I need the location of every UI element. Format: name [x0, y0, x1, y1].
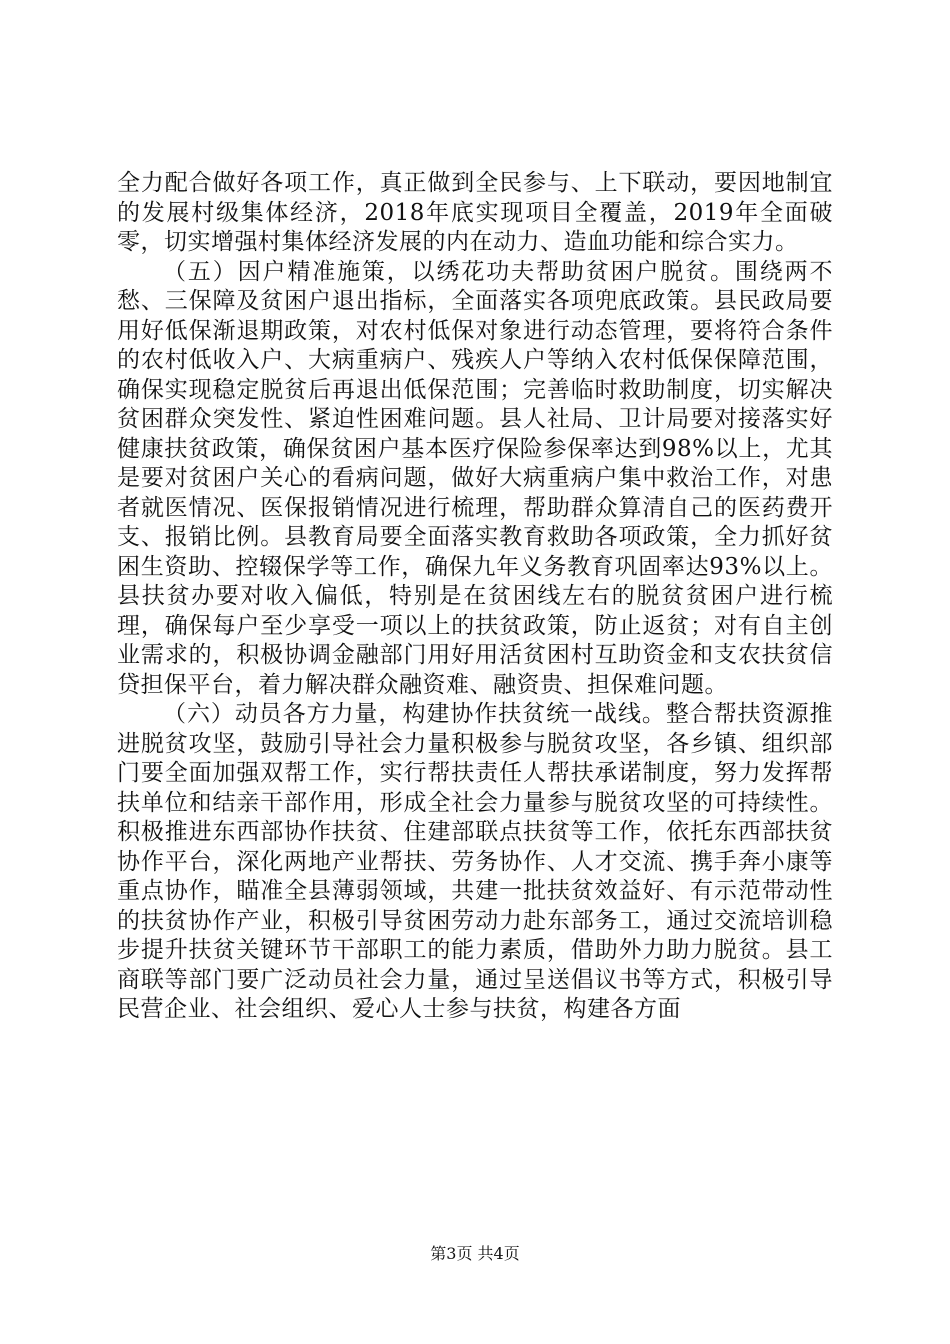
paragraph-continuation: 全力配合做好各项工作，真正做到全民参与、上下联动，要因地制宜的发展村级集体经济，2018年底实现项目全覆盖，2019年全面破零，切实增强村集体经济发展的内在动力、造血功能和综合实力。 — [117, 170, 833, 255]
document-body — [117, 169, 833, 1025]
paragraph-section-five: （五）因户精准施策，以绣花功夫帮助贫困户脱贫。围绕两不愁、三保障及贫困户退出指标，全面落实各项兜底政策。县民政局要用好低保渐退期政策，对农村低保对象进行动态管理，要将符合条件的农村低收入户、大病重病户、残疾人户等纳入农村低保保障范围，确保实现稳定脱贫后再退出低保范围；完善临时救助制度，切实解决贫困群众突发性、紧迫性困难问题。县人社局、卫计局要对接落实好健康扶贫政策，确保贫困户基本医疗保险参保率达到98%以上，尤其是要对贫困户关心的看病问题，做好大病重病户集中救治工作，对患者就医情况、医保报销情况进行梳理，帮助群众算清自己的医药费开支、报销比例。县教育局要全面落实教育救助各项政策，全力抓好贫困生资助、控辍保学等工作，确保九年义务教育巩固率达93%以上。县扶贫办要对收入偏低，特别是在贫困线左右的脱贫贫困户进行梳理，确保每户至少享受一项以上的扶贫政策，防止返贫；对有自主创业需求的，积极协调金融部门用好用活贫困村互助资金和支农扶贫信贷担保平台，着力解决群众融资难、融资贵、担保难问题。 — [117, 258, 833, 698]
page-footer: 第3页 共4页 — [430, 1244, 520, 1263]
paragraph-section-six: （六）动员各方力量，构建协作扶贫统一战线。整合帮扶资源推进脱贫攻坚，鼓励引导社会力量积极参与脱贫攻坚，各乡镇、组织部门要全面加强双帮工作，实行帮扶责任人帮扶承诺制度，努力发挥帮扶单位和结亲干部作用，形成全社会力量参与脱贫攻坚的可持续性。积极推进东西部协作扶贫、住建部联点扶贫等工作，依托东西部扶贫协作平台，深化两地产业帮扶、劳务协作、人才交流、携手奔小康等重点协作，瞄准全县薄弱领域，共建一批扶贫效益好、有示范带动性的扶贫协作产业，积极引导贫困劳动力赴东部务工，通过交流培训稳步提升扶贫关键环节干部职工的能力素质，借助外力助力脱贫。县工商联等部门要广泛动员社会力量，通过呈送倡议书等方式，积极引导民营企业、社会组织、爱心人士参与扶贫，构建各方面 — [117, 701, 833, 1022]
